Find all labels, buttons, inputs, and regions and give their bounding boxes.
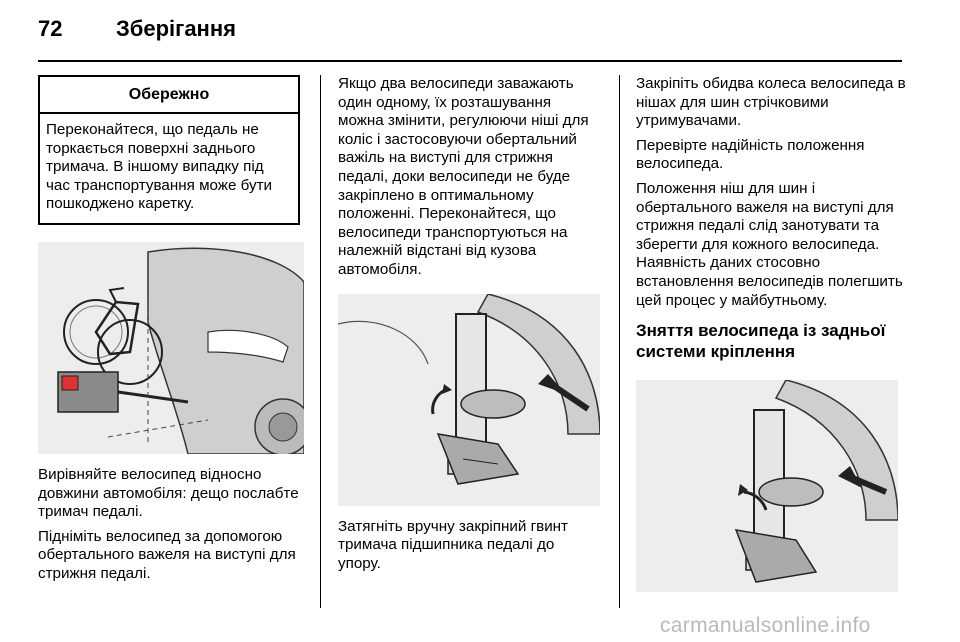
caution-text: Переконайтеся, що педаль не торкається поверхні заднього тримача. В іншому випадку під час транспортування може бути пошкоджено каретку.: [46, 121, 273, 213]
column-1-text: [38, 466, 304, 584]
col3-paragraph-2: Перевірте надійність положення велосипеда.: [636, 136, 865, 173]
column-2: [338, 75, 600, 579]
caution-title: Обережно: [40, 77, 298, 114]
column-1: [38, 75, 304, 590]
column-2-text: [338, 518, 600, 574]
col1-paragraph-2: Підніміть велосипед за допомогою обертального важеля на виступі для стрижня педалі.: [38, 527, 296, 582]
page-header: [38, 14, 908, 48]
pedal-holder-illustration: [338, 294, 600, 506]
watermark: carmanualsonline.info: [660, 614, 871, 637]
page-number: 72: [38, 16, 63, 41]
caution-box: [38, 75, 300, 225]
col2-paragraph-1: Якщо два велосипеди заважають один одному, їх розташування можна змінити, регулюючи ніші для коліс і застосовуючи обертальний важіль на виступі для стрижня педалі, доки велосипеди не буде закріплено в оптимальному положенні. Переконайтеся, що велосипеди транспортуються на належній відстані від кузова автомобіля.: [338, 75, 589, 278]
column-divider-1: [320, 75, 321, 608]
section-title: Зберігання: [116, 16, 236, 41]
header-rule: [38, 60, 902, 62]
column-3: [636, 75, 906, 592]
column-divider-2: [619, 75, 620, 608]
col2-paragraph-2: Затягніть вручну закріпний гвинт тримача підшипника педалі до упору.: [338, 517, 569, 572]
pedal-holder-removal-illustration: [636, 380, 898, 592]
bike-on-carrier-illustration: [38, 242, 304, 454]
col3-paragraph-3: Положення ніш для шин і обертального важеля на виступі для стрижня педалі слід занотувати та зберегти для кожного велосипеда. Наявність даних стосовно встановлення велосипедів полегшить цей процес у майбутньому.: [636, 179, 903, 309]
col3-paragraph-1: Закріпіть обидва колеса велосипеда в нішах для шин стрічковими утримувачами.: [636, 75, 906, 130]
col1-paragraph-1: Вирівняйте велосипед відносно довжини автомобіля: дещо послабте тримач педалі.: [38, 465, 299, 521]
section-heading: Зняття велосипеда із задньої системи кріплення: [636, 321, 886, 362]
